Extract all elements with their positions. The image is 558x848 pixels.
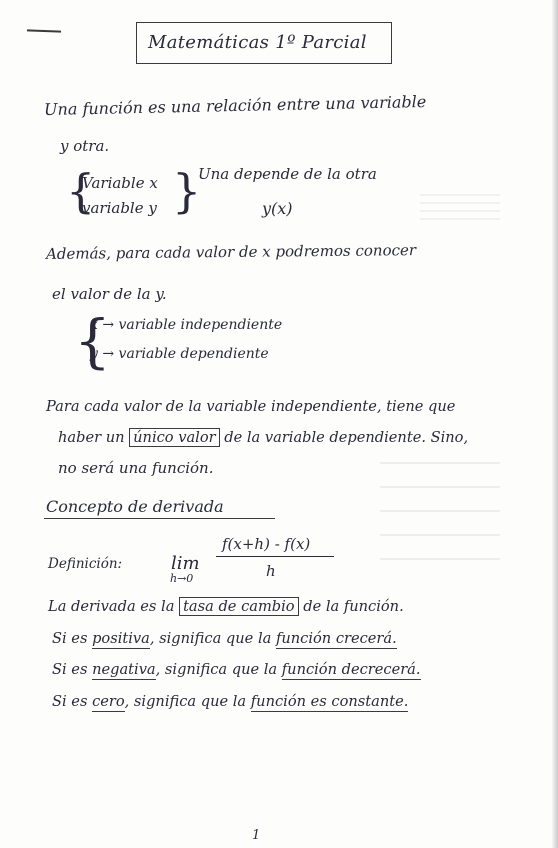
right-brace-icon: } — [172, 164, 202, 218]
positive-word: positiva — [92, 630, 150, 647]
independent-variable-line: x → variable independiente — [90, 317, 283, 333]
derivative-text: de la función. — [303, 598, 404, 615]
corner-dash-mark — [27, 29, 61, 32]
bleed-through-mark — [380, 450, 500, 560]
function-notation: y(x) — [262, 199, 293, 218]
derivative-text: Si es — [52, 630, 88, 647]
intro-line-1: Una función es una relación entre una variable — [43, 91, 427, 120]
limit-symbol: lim — [171, 553, 200, 574]
paragraph-3-text-before: haber un — [58, 429, 125, 446]
derivative-line-1 — [48, 598, 404, 615]
decreasing-phrase: función decrecerá. — [281, 661, 421, 678]
dependent-variable-line: y → variable dependiente — [90, 346, 269, 362]
unique-value-box: único valor — [129, 428, 219, 447]
variable-x-label: Variable x — [82, 174, 158, 192]
left-brace-icon: { — [74, 307, 111, 375]
zero-word: cero — [92, 693, 125, 710]
derivative-text: Si es — [52, 693, 88, 710]
paragraph-3-line-3: no será una función. — [58, 459, 214, 477]
page-edge-shadow — [552, 0, 558, 848]
variable-y-label: variable y — [82, 199, 157, 217]
derivative-line-negative — [52, 661, 421, 678]
bleed-through-mark — [420, 190, 500, 220]
derivative-line-positive — [52, 630, 397, 647]
derivative-text: , significa que la — [155, 661, 278, 678]
dependency-note: Una depende de la otra — [198, 165, 377, 183]
rate-of-change-box: tasa de cambio — [179, 597, 299, 616]
left-brace-icon: { — [66, 164, 96, 218]
derivative-line-zero — [52, 693, 408, 710]
paragraph-3-text-after: de la variable dependiente. Sino, — [224, 429, 469, 446]
derivative-text: La derivada es la — [48, 598, 175, 615]
page-number: 1 — [252, 828, 261, 843]
fraction-denominator: h — [266, 562, 276, 580]
paragraph-3-line-2 — [58, 429, 468, 446]
page-title: Matemáticas 1º Parcial — [148, 32, 367, 53]
negative-word: negativa — [92, 661, 156, 678]
derivative-text: Si es — [52, 661, 88, 678]
definition-label: Definición: — [48, 556, 123, 572]
fraction-numerator: f(x+h) - f(x) — [222, 535, 311, 553]
derivative-text: , significa que la — [124, 693, 247, 710]
paragraph-3-line-1: Para cada valor de la variable independiente, tiene que — [46, 398, 456, 415]
limit-subscript: h→0 — [170, 572, 194, 585]
section-heading: Concepto de derivada — [46, 497, 224, 516]
derivative-text: , significa que la — [149, 630, 272, 647]
paragraph-2-line-2: el valor de la y. — [52, 285, 167, 303]
section-heading-underline — [44, 518, 275, 519]
paragraph-2-line-1: Además, para cada valor de x podremos conocer — [45, 241, 417, 263]
intro-line-2: y otra. — [60, 137, 110, 155]
increasing-phrase: función crecerá. — [275, 630, 397, 647]
constant-phrase: función es constante. — [250, 693, 409, 710]
fraction-bar — [216, 556, 334, 557]
